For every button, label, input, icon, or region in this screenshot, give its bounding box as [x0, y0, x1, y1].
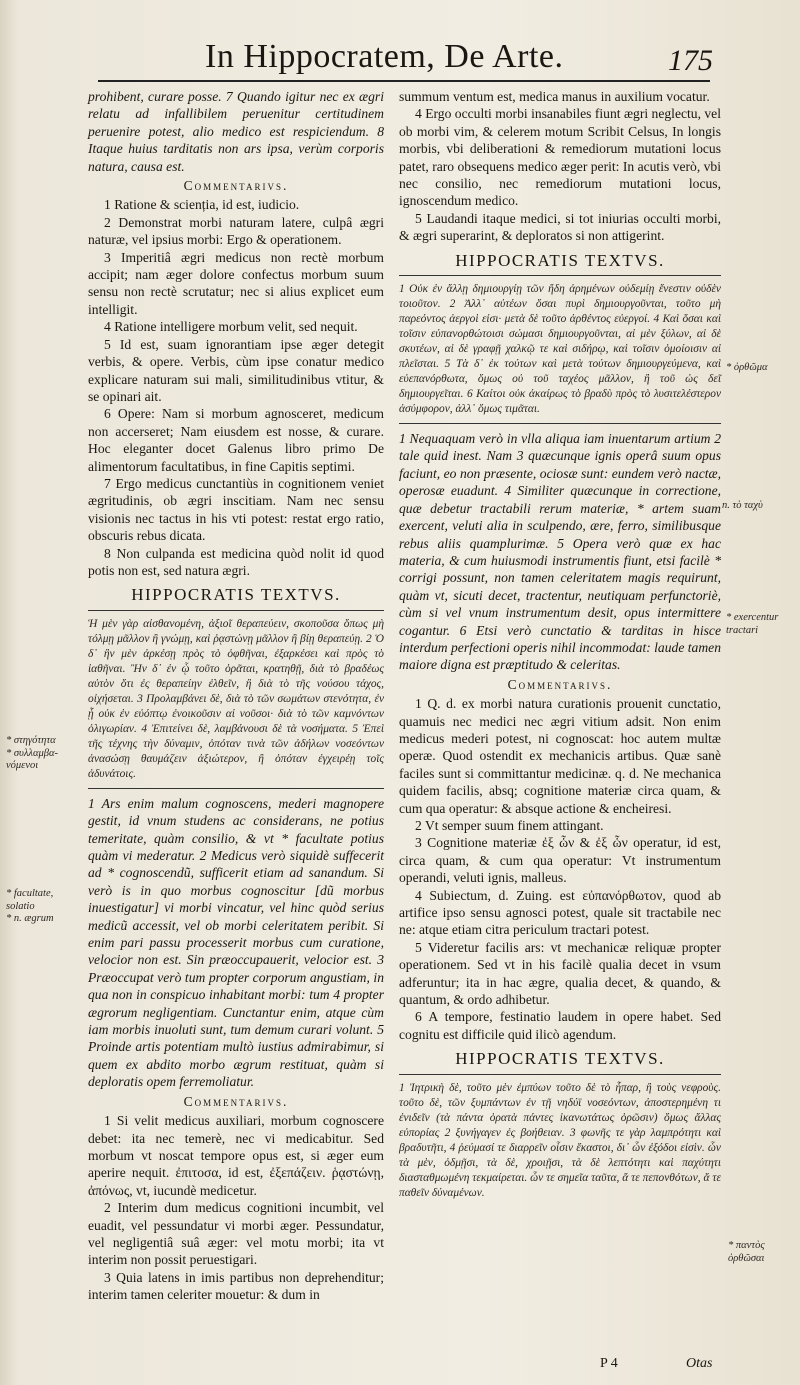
commentary-note: 4 Subiectum, d. Zuing. est εὐπανόρθωτον, quod ab artifice ipso sensu agnosci potest, quale sit tractabile nec ne: atque etiam citra periculum tractari potest.	[399, 887, 721, 938]
section-rule	[399, 1074, 721, 1075]
commentary-note: 1 Si velit medicus auxiliari, morbum cognoscere debet: ita nec temerè, nec vi medicabitur. Sed morbum vt noscat tempore opus est, si æger eum aperire nequit. ἐπιτοσα, id est, ἐξεπάζειν. ῥᾳστώνῃ, ἀπόνως, vt, iucundè medicetur.	[88, 1113, 384, 1198]
page-number: 175	[668, 44, 713, 77]
right-column	[399, 88, 721, 1201]
greek-text: Ἡ μὲν γὰρ αἰσθανομένη, ἀξιοῖ θεραπεύειν, σκοποῦσα ὅπως μὴ τόλμῃ μᾶλλον ἢ γνώμῃ, καὶ ῥᾳστώνῃ μᾶλλον ἢ βίῃ θεραπεύῃ. 2 Ὁ δ᾽ ἢν μὲν ἀρκέσῃ πρὸς τὸ ὀφθῆναι, ἐξαρκέσει καὶ πρὸς τὸ ἰαθῆναι. Ἢν δ᾽ ἐν ᾧ τοῦτο ὁρᾶται, κρατηθῇ, διὰ τὸ βραδέως αὐτὸν ὅτι ἐς θεραπείην ἐλθεῖν, ἢ διὰ τὸ τῆς νούσου τάχος, οἰχήσεται. 3 Προλαμβάνει δὲ, διὰ τὸ τῶν σωμάτων στενότητα, ἐν ᾗ οὐκ ἐν εὐόπτῳ ἐνοικοῦσιν αἱ νοῦσοι· διὰ τὸ τῶν καμνόντων ὀλιγωρίαν. 4 Ἐπιτείνει δὲ, λαμβάνουσι δὲ τὰ νοσήματα. 5 Ἐπεὶ τῆς τέχνης τὴν δύναμιν, ὁπόταν τινὰ τῶν ἀδήλων νοσεόντων ἀνασώσῃ θαυμάζειν ἀξιώτερον, ἢ ὁπόταν ἐγχειρέῃ τοῖς ἀδυνάτοις.	[88, 617, 384, 780]
commentary-note: 7 Ergo medicus cunctantiùs in cognitionem veniet ægritudinis, ob ægri inscitiam. Nam nec sensu visionis nec tactus in his vti potest: restat ergo ratio, obscuris rebus dicata.	[88, 475, 384, 544]
commentary-note: 3 Cognitione materiæ ἐξ ὧν & ἐξ ὧν operatur, id est, circa quam, & cum qua operatur: Vt instrumentum operandi, veluti ignis, malleus.	[399, 835, 721, 886]
header-rule	[98, 80, 710, 82]
signature-mark: P 4	[600, 1356, 618, 1371]
textus-heading: HIPPOCRATIS TEXTVS.	[455, 1049, 665, 1069]
textus-heading: HIPPOCRATIS TEXTVS.	[455, 250, 665, 270]
margin-note: * στηγότητα * συλλαμβα- νόμενοι	[6, 735, 58, 771]
commentary-note: 1 Ratione & scienția, id est, iudicio.	[104, 197, 300, 213]
commentarius-heading: Commentarivs.	[183, 1093, 289, 1109]
commentary-note: 4 Ergo occulti morbi insanabiles fiunt ægri neglectu, vel ob morbi vim, & celerem motum Scribit Celsus, In longis morbis, vbi deliberationi & remediorum mutationi locus patet, raro obsequens medico æger perit: In acutis verò, vbi nec consilio, nec remediorum mutationi locus, ignoscendum medico.	[399, 106, 721, 209]
latin-translation: 1 Nequaquam verò in vlla aliqua iam inuentarum artium 2 tale quid inest. Nam 3 quæcunque ignis operâ suum opus faciunt, eo non præsente, ociosæ sunt: eundem verò nactæ, operosæ euadunt. 4 Similiter quæcunque in correctione, quæ debetur tractabili rerum materiæ, * artem suam exercent, veluti alia in sculpendo, ære, ferro, similibusque rebus aliis quamplurimæ. 5 Opera verò quæ ex hac materia, & cum huiusmodi instrumentis fiunt, etsi facilè * corrigi possunt, non tamen celeritatem magis requirunt, quàm vt, sicuti decet, tractentur, neutiquam perfunctoriè, cùm si vel vnum instrumentum desit, opus intermittere cogantur. 6 Etsi verò cunctatio & tarditas in hisce interdum perfectioni operis nihil incommodat: laude tamen maiore digna est præptitudo & celeritas.	[399, 431, 721, 673]
section-rule	[399, 423, 721, 424]
commentarius-heading: Commentarivs.	[507, 676, 613, 692]
catchword: Otas	[686, 1356, 713, 1371]
left-column	[88, 88, 384, 1304]
commentary-note: 5 Laudandi itaque medici, si tot iniurias occulti morbi, & ægri superarint, & deploratos si non attigerint.	[399, 210, 721, 244]
greek-text: 1 Ἰητρικὴ δὲ, τοῦτο μὲν ἐμπύων τοῦτο δὲ τὸ ἧπαρ, ἢ τοὺς νεφροὺς. τοῦτο δὲ, τῶν ξυμπάντων ἐν τῇ νηδύϊ νοσεόντων, ἀποστερημένη τι ἐνιδεῖν (τὰ πάντα ὁρατὰ πάντες ἱκανωτάτως ὁρῶσιν) ὅμως ἄλλας εὐπορίας 2 ξυνήγαγεν ἐς βοήθειαν. 3 φωνῆς τε γὰρ λαμπρότητι καὶ βραδυτῆτι, 4 ῥεύμασί τε διαρρεῖν οἷσιν ἕκαστοι, δι᾽ ὧν ἐξόδοι εἰσὶν. ὧν τὰ μὲν, ὀδμῇσι, τὰ δὲ, χροιῇσι, τὰ δὲ λεπτότητι καὶ παχύτητι διασταθμωμένη τεκμαίρεται. ὧν τε σημεῖα ταῦτα, ἅ τε πεπονθότων, ἅ τε παθεῖν δύναμένων.	[399, 1081, 721, 1199]
margin-note: * facultate, solatio * n. ægrum	[6, 888, 54, 924]
textus-heading: HIPPOCRATIS TEXTVS.	[131, 585, 341, 605]
section-rule	[88, 610, 384, 611]
commentary-note: 2 Interim dum medicus cognitioni incumbit, vel euadit, vel pessundatur vi morbi æger. Pessundatur, vel negligentiâ suâ æger: vel motu morbi; ita vt interim non possit peruestigari.	[88, 1200, 384, 1268]
text-paragraph: summum ventum est, medica manus in auxilium vocatur.	[399, 89, 710, 104]
section-rule	[88, 788, 384, 789]
commentary-note: 8 Non culpanda est medicina quòd nolit id quod potis non est, sed natura ægri.	[88, 545, 384, 578]
margin-note: n. τὸ ταχὺ	[722, 500, 763, 511]
commentary-note: 4 Ratione intelligere morbum velit, sed nequit.	[104, 319, 358, 335]
running-title: In Hippocratem, De Arte.	[205, 38, 564, 75]
commentary-note: 2 Demonstrat morbi naturam latere, culpâ ægri naturæ, vel ipsius morbi: Ergo & operationem.	[88, 214, 384, 248]
text-paragraph: prohibent, curare posse. 7 Quando igitur nec ex ægri relatu ad infallibilem peruenitur certitudinem peruenire potest, alio medico est respiciendum. 8 Itaque huius tarditatis non ars ipsa, verùm corporis natura, causa est.	[88, 89, 384, 174]
commentary-note: 6 Opere: Nam si morbum agnosceret, medicum non accerseret; Nam eiusdem est nosse, & curare. Hoc eleganter docet Galenus libro primo De alimentorum facultatibus, in fine Capitis septimi.	[88, 406, 384, 474]
margin-note: * παντὸς ὀρθῶσαι	[728, 1240, 765, 1264]
commentary-note: 5 Id est, suam ignorantiam ipse æger detegit verbis, & opere. Verbis, cùm ipse conatur medico explicare naturam sui mali, similitudinibus vtitur, & se opinari ait.	[88, 336, 384, 404]
commentary-note: 3 Quia latens in imis partibus non deprehenditur; interim tamen celeriter mouetur: & dum in	[88, 1269, 384, 1303]
section-rule	[399, 275, 721, 276]
commentarius-heading: Commentarivs.	[183, 178, 289, 194]
margin-note: * ὀρθῶμα	[726, 362, 768, 373]
commentary-note: 3 Imperitiâ ægri medicus non rectè morbum accipit; nam æger dolore confectus morbum suum sensu non rectè scrutatur; nec si alius explicet eum intelligit.	[88, 249, 384, 317]
commentary-note: 2 Vt semper suum finem attingant.	[415, 818, 604, 833]
margin-note: * exercentur tractari	[726, 612, 779, 636]
latin-translation: 1 Ars enim malum cognoscens, mederi magnopere gestit, id vnum studens ac considerans, ne potius temeritate, quàm consilio, & vt * facultate potius quàm vi mederatur. 2 Medicus verò siquidè suffecerit ad * cognoscendũ, sufficerit etiam ad sanandum. Si verò is in quo morbus cognoscitur [dũ morbus inuestigatur] vi morbi vincatur, vel hinc quòd serius medicũ accessit, vel ob morbi celeritatem peribit. Si enim pari passu processerit morbus cum curatione, velocior non est. Sin præoccupauerit, velocior est. 3 Præoccupat verò tum propter corporum angustiam, in qua non in conspicuo inhabitant morbi: tum 4 propter ægrorum negligentiam. Cunctantur enim, atque cùm iam morbis inuoluti sunt, tum demum curari volunt. 5 Proinde artis potentiam multò iustius admirabimur, si quem ex abdito morbo ægrum restituat, quàm si deploratis opem ferremoliatur.	[88, 795, 384, 1090]
greek-text: 1 Οὐκ ἐν ἄλλῃ δημιουργίῃ τῶν ἤδη ἀρημένων οὐδεμίῃ ἔνεστιν οὐδὲν τοιοῦτον. 2 Ἀλλ᾽ αὐτέων ὅσαι πυρὶ δημιουργοῦνται, τοῦτο μὴ παρεόντος ἀεργοὶ εἰσι· μετὰ δὲ τοῦτο ἀρθέντος εὐεργοί. 4 Καὶ ὅσαι καὶ τοῖσιν εὐπανορθώτοισι σώμασι δημιουργοῦνται, αἱ μὲν ξύλων, αἱ δὲ σκυτέων, αἱ δὲ γραφῇ χαλκῷ τε καὶ σιδήρῳ, καὶ τοῖσιν ὁμοίοισιν αἱ πλεῖσται. 5 Τὰ δ᾽ ἐκ τούτων καὶ μετὰ τούτων δημιουργεύμενα, καὶ εὐεπανόρθωτα, ὅμως οὐ τοῦ ταχέος μᾶλλον, ἢ τοῦ ὡς δεῖ δημιουργεῖται. 6 Καίτοι οὐκ ἀκαίρως τὸ βραδὺ πρὸς τὸ λυσιτελέστερον ἀσύμφορον, ἀλλ᾽ ὅμως τιμᾶται.	[399, 283, 721, 416]
commentary-note: 1 Q. d. ex morbi natura curationis prouenit cunctatio, quamuis nec medici nec ægri vitium adsit. Non enim medicus mederi potest, ni cognoscat: hoc autem multæ operæ. Quod ostendit ex mechanicis artibus. Quæ sanè faciles sunt si committantur medicinæ. q. d. Ne mechanica quidem facilis, absq; cognitione materiæ circa quam, & cum qua operatur: & absque actione & encheiresi.	[399, 696, 721, 816]
commentary-note: 5 Videretur facilis ars: vt mechanicæ reliquæ propter operationem. Sed vt in his facilè qualia decet in vsum adferuntur; ita in hac ægre, qualia decet, & quando, & quantum, & ordo adhibetur.	[399, 939, 721, 1008]
commentary-note: 6 A tempore, festinatio laudem in opere habet. Sed cognitu est difficile quid ilicò agendum.	[399, 1009, 721, 1042]
